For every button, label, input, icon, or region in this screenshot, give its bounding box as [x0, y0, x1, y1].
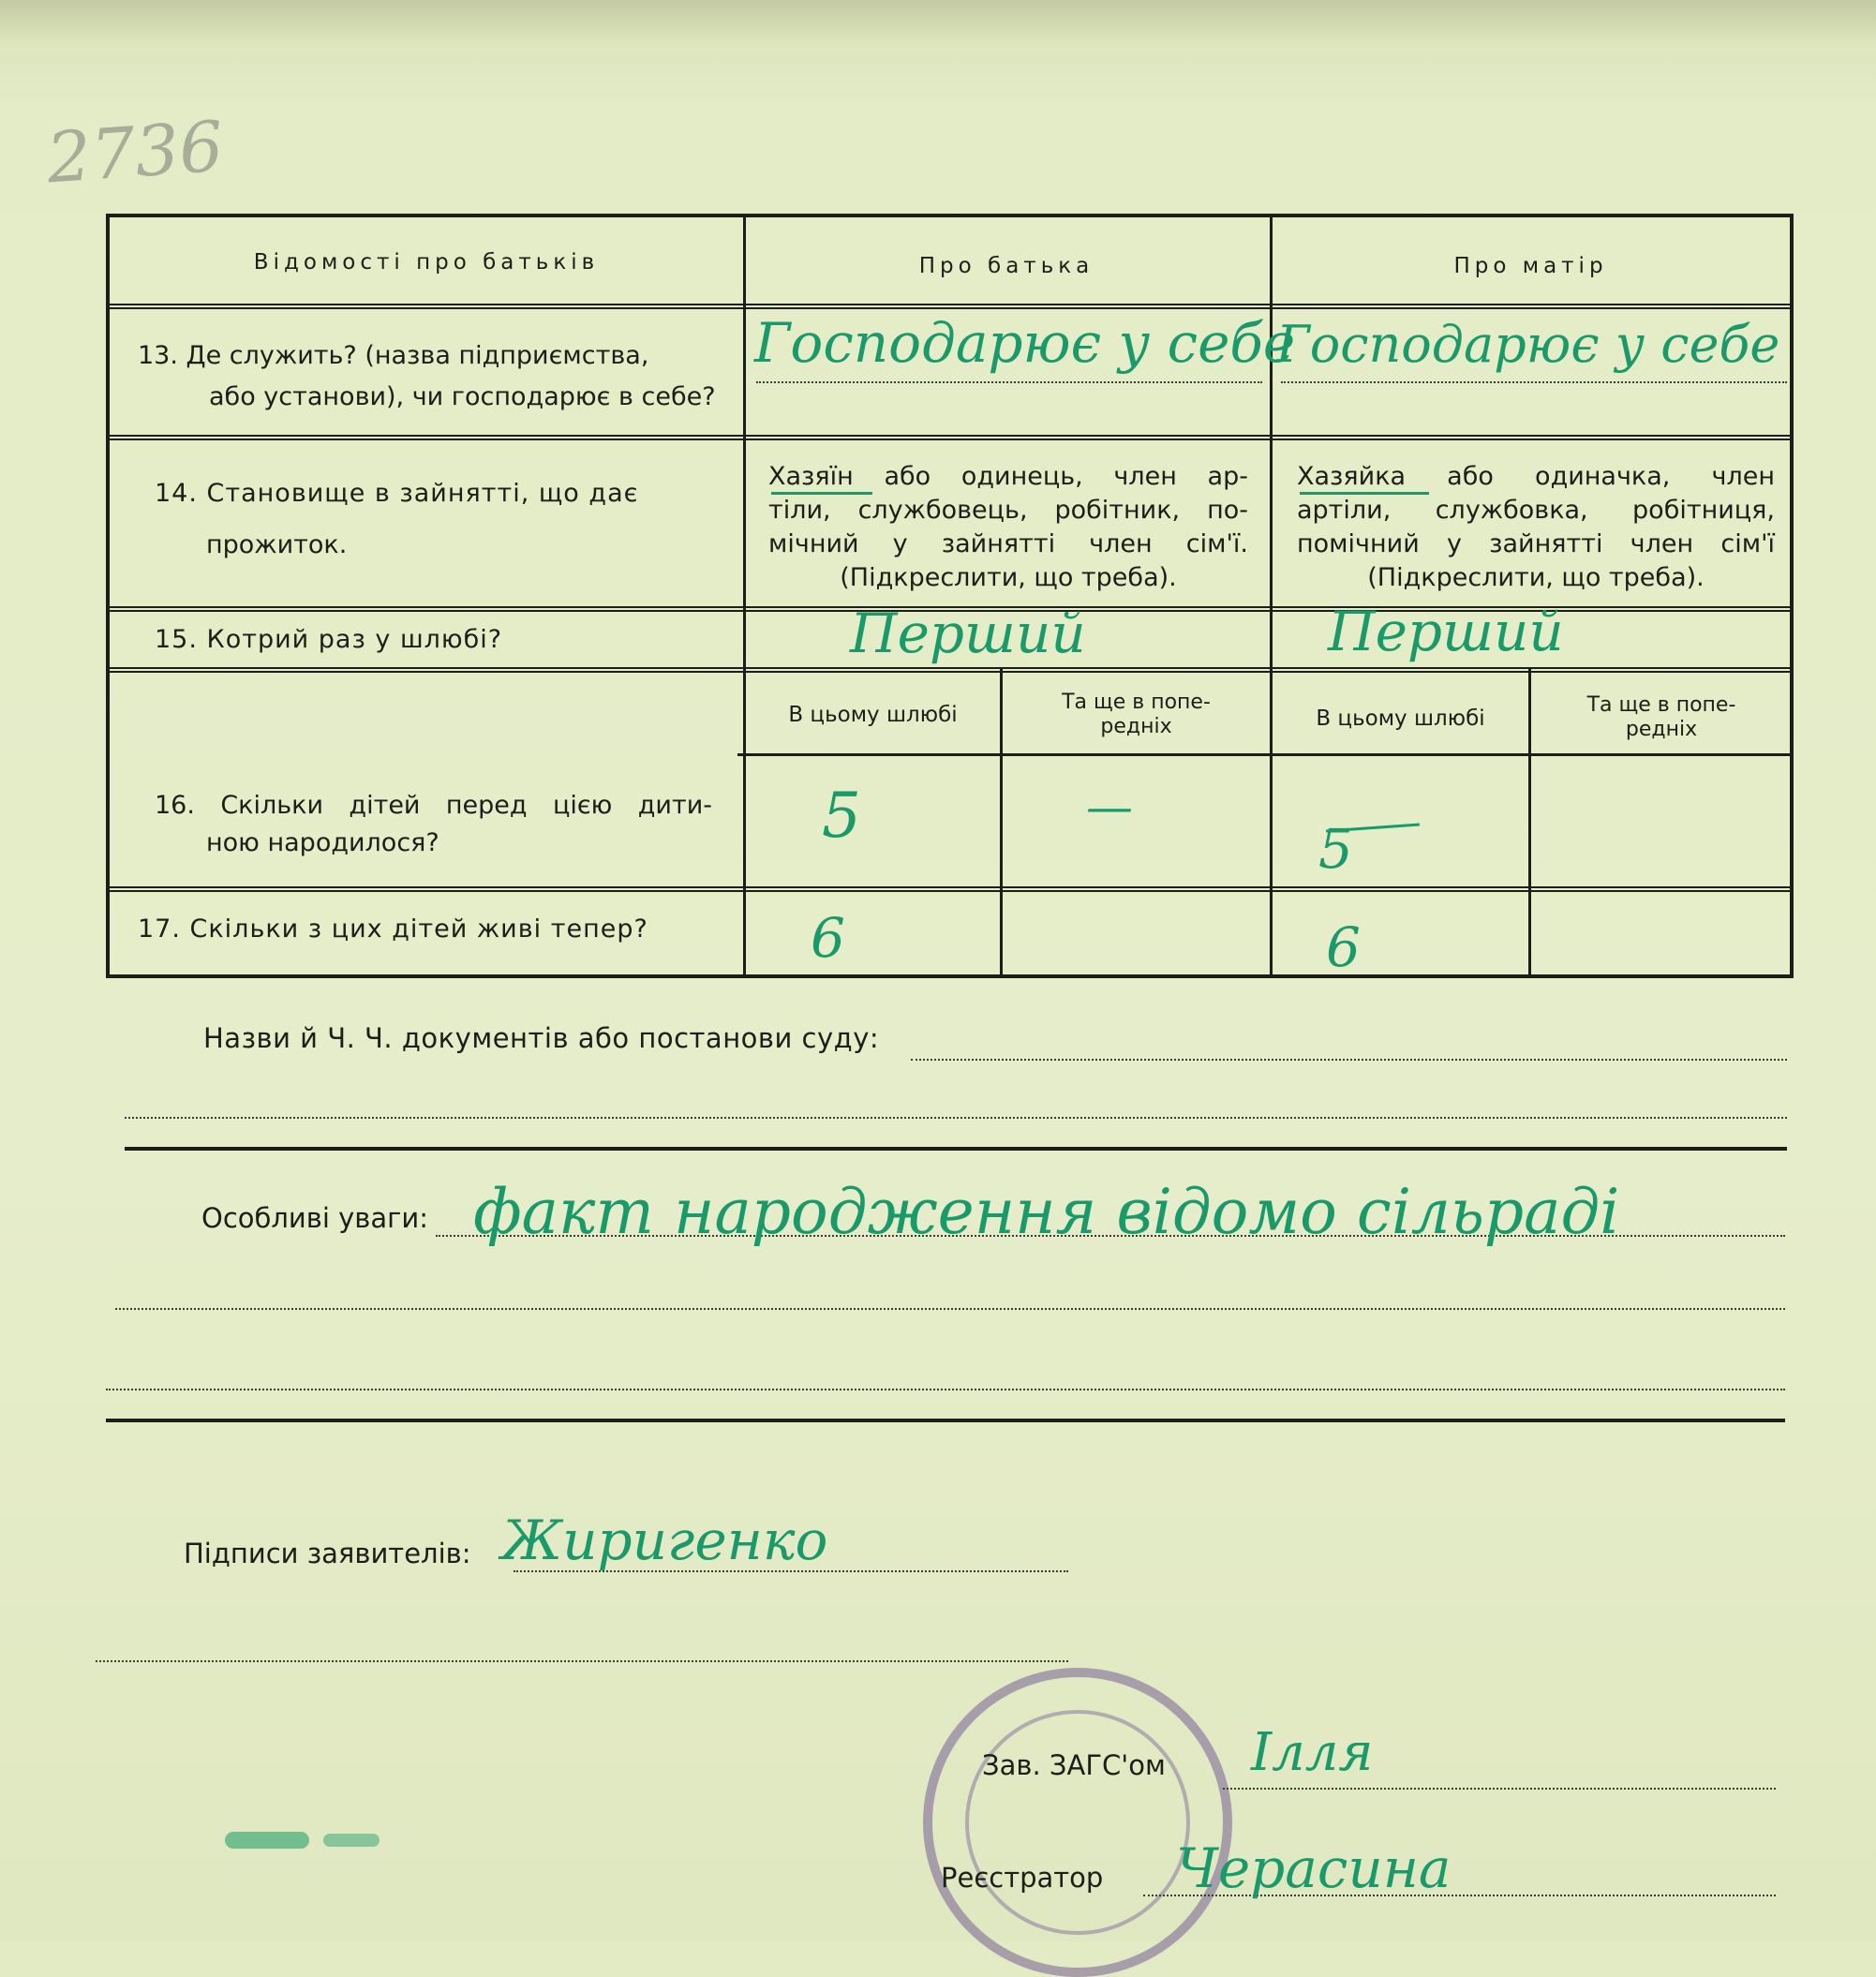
zags-head-signature: Ілля	[1251, 1722, 1374, 1783]
father-underline-mark	[771, 492, 872, 495]
applicants-label: Підписи заявителів:	[184, 1538, 471, 1569]
q14-father-line4: (Підкреслити, що треба).	[840, 563, 1177, 592]
remarks-dotline-3	[106, 1389, 1785, 1390]
q13-mother-answer: Господарює у себе	[1276, 315, 1780, 374]
q14-father-line1: Хазяїн або одинець, член ар-	[768, 462, 1248, 491]
q16-mother-this-answer: 5	[1318, 817, 1353, 881]
q16-father-this-answer: 5	[822, 780, 861, 852]
q17-father-this-answer: 6	[811, 906, 845, 970]
q14-line2: прожиток.	[206, 530, 348, 559]
q14-mother-line1: Хазяйка або одиначка, член	[1297, 462, 1775, 491]
zags-head-label: Зав. ЗАГС'ом	[982, 1749, 1166, 1781]
q15-mother-answer: Перший	[1328, 600, 1564, 663]
rule-after-subheaders	[737, 753, 1792, 756]
q13-mother-dotline	[1281, 381, 1787, 383]
mother-underline-mark	[1300, 492, 1429, 495]
paper-top-edge	[0, 0, 1876, 52]
q14-mother-line3: помічний у зайнятті член сім'ї	[1297, 529, 1775, 558]
archive-number: 2736	[44, 106, 227, 200]
documents-dotline-1	[911, 1059, 1787, 1061]
q13-father-answer: Господарює у себе	[754, 311, 1296, 375]
header-parents-info: Відомості про батьків	[253, 250, 600, 275]
official-stamp	[923, 1668, 1232, 1977]
q14-father-line3: мічний у зайнятті член сім'ї.	[768, 529, 1248, 558]
documents-dotline-2	[125, 1117, 1787, 1119]
registrar-label: Реєстратор	[941, 1862, 1104, 1894]
rule-after-header	[110, 304, 1792, 309]
section-rule-1	[125, 1147, 1787, 1151]
q17-text: 17. Скільки з цих дітей живі тепер?	[138, 914, 648, 944]
applicants-dotline-2	[96, 1660, 1068, 1662]
ink-smudge	[225, 1832, 309, 1849]
subheader-father-prev-line2: редніх	[1100, 715, 1172, 738]
ink-smudge-2	[323, 1834, 380, 1847]
remarks-handwritten: факт народження відомо сільраді	[473, 1176, 1620, 1248]
divider-col1	[743, 217, 746, 978]
subheader-father-prev-line1: Та ще в попе-	[1062, 691, 1211, 714]
applicants-signature: Жиригенко	[501, 1509, 828, 1572]
header-father: Про батька	[918, 254, 1094, 278]
rule-after-row13	[110, 435, 1792, 440]
q16-line1: 16. Скільки дітей перед цією дити-	[155, 791, 712, 820]
subheader-mother-this: В цьому шлюбі	[1316, 706, 1485, 731]
zags-head-dotline	[1223, 1788, 1776, 1790]
subheader-mother-prev-line2: редніх	[1625, 718, 1698, 741]
q14-mother-line4: (Підкреслити, що треба).	[1367, 563, 1705, 592]
section-rule-2	[106, 1419, 1785, 1422]
q15-text: 15. Котрий раз у шлюбі?	[155, 625, 503, 654]
q16-line2: ною народилося?	[206, 828, 439, 857]
q14-father-line2: тіли, службовець, робітник, по-	[768, 496, 1248, 525]
q15-father-answer: Перший	[850, 602, 1086, 665]
remarks-label: Особливі уваги:	[201, 1202, 429, 1234]
q14-mother-line2: артіли, службовка, робітниця,	[1297, 496, 1775, 525]
q17-mother-this-answer: 6	[1326, 915, 1361, 979]
q14-line1: 14. Становище в зайнятті, що дає	[155, 479, 639, 508]
q16-father-prev-answer: —	[1086, 780, 1133, 834]
documents-label: Назви й Ч. Ч. документів або постанови суду:	[203, 1022, 880, 1054]
subheader-mother-prev-line1: Та ще в попе-	[1586, 693, 1736, 717]
subheader-father-this: В цьому шлюбі	[788, 703, 958, 727]
rule-after-row16	[110, 886, 1792, 892]
q13-father-dotline	[756, 381, 1262, 383]
remarks-dotline-2	[115, 1308, 1785, 1310]
rule-after-row15	[110, 667, 1792, 673]
q13-line2: або установи), чи господарює в себе?	[209, 382, 716, 411]
official-stamp-inner-ring	[965, 1710, 1190, 1935]
header-mother: Про матір	[1453, 254, 1608, 278]
registrar-signature: Черасина	[1176, 1836, 1452, 1900]
parents-info-table	[106, 214, 1794, 978]
q13-line1: 13. Де служить? (назва підприємства,	[138, 341, 649, 370]
